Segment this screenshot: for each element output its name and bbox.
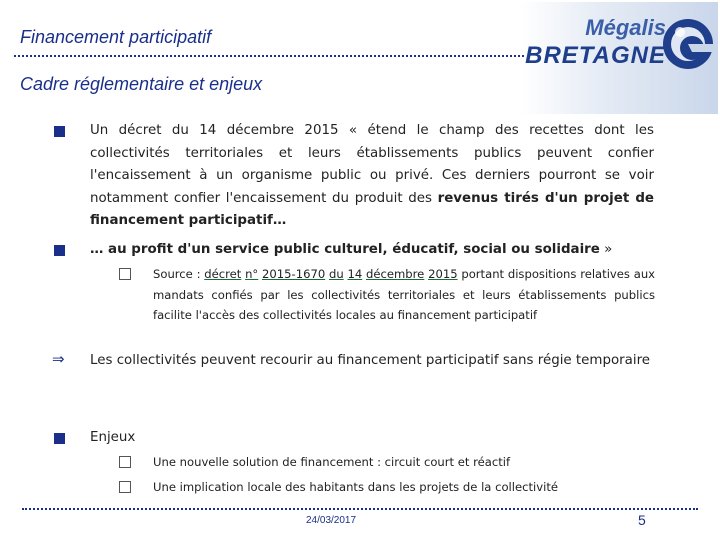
page-number: 5 [638, 512, 646, 528]
logo-text-megalis: Mégalis [585, 15, 666, 40]
section-title: Cadre réglementaire et enjeux [20, 74, 263, 94]
paragraph-public-service [90, 239, 654, 262]
decree-text: Un décret du 14 décembre 2015 « étend le champ des recettes dont les collectivités territoriales et leurs établissements publics peuvent confier l'encaissement à un organisme public ou privé. Ces derniers pourront se voir notamment confier l'encaissement du produit des [90, 123, 654, 206]
enjeux-heading: Enjeux [90, 430, 136, 445]
checkbox-bullet-icon [119, 481, 131, 493]
source-suffix: portant dispositions relatives aux mandats confiés par les collectivités territoriales et leurs établissements publics facilite l'accès des collectivités locales au financement participatif [153, 267, 656, 323]
checkbox-bullet-icon [119, 268, 131, 280]
enjeux-item: Une implication locale des habitants dans les projets de la collectivité [153, 480, 559, 494]
enjeux-item: Une nouvelle solution de financement : circuit court et réactif [153, 455, 511, 469]
paragraph-no-regie: Les collectivités peuvent recourir au financement participatif sans régie temporaire [90, 353, 651, 368]
slide-title: Financement participatif [20, 27, 212, 47]
footer-date: 24/03/2017 [306, 515, 357, 526]
decree-link-word[interactable]: 2015-1670 [262, 267, 326, 281]
source-note [153, 264, 655, 326]
paragraph-decree [90, 120, 654, 233]
public-service-text-end: » [599, 242, 613, 257]
decree-link-word[interactable]: décret [204, 267, 242, 281]
decree-text-bold: revenus tirés d'un projet de financement participatif… [90, 190, 654, 228]
public-service-text-bold: … au profit d'un service public culturel, éducatif, social ou solidaire [90, 242, 600, 257]
square-bullet-icon [54, 433, 65, 444]
decree-link-word[interactable]: n° [245, 267, 259, 281]
decree-link-word[interactable]: décembre [365, 267, 425, 281]
decree-link-word[interactable]: du [328, 267, 344, 281]
footer-divider [22, 508, 698, 510]
square-bullet-icon [54, 126, 65, 137]
logo-text-bretagne: BRETAGNE [525, 42, 666, 69]
decree-link-word[interactable]: 14 [347, 267, 363, 281]
square-bullet-icon [54, 245, 65, 256]
arrow-bullet-icon: ⇒ [52, 350, 65, 368]
decree-link-word[interactable]: 2015 [428, 267, 458, 281]
checkbox-bullet-icon [119, 456, 131, 468]
source-prefix: Source : [153, 267, 205, 281]
